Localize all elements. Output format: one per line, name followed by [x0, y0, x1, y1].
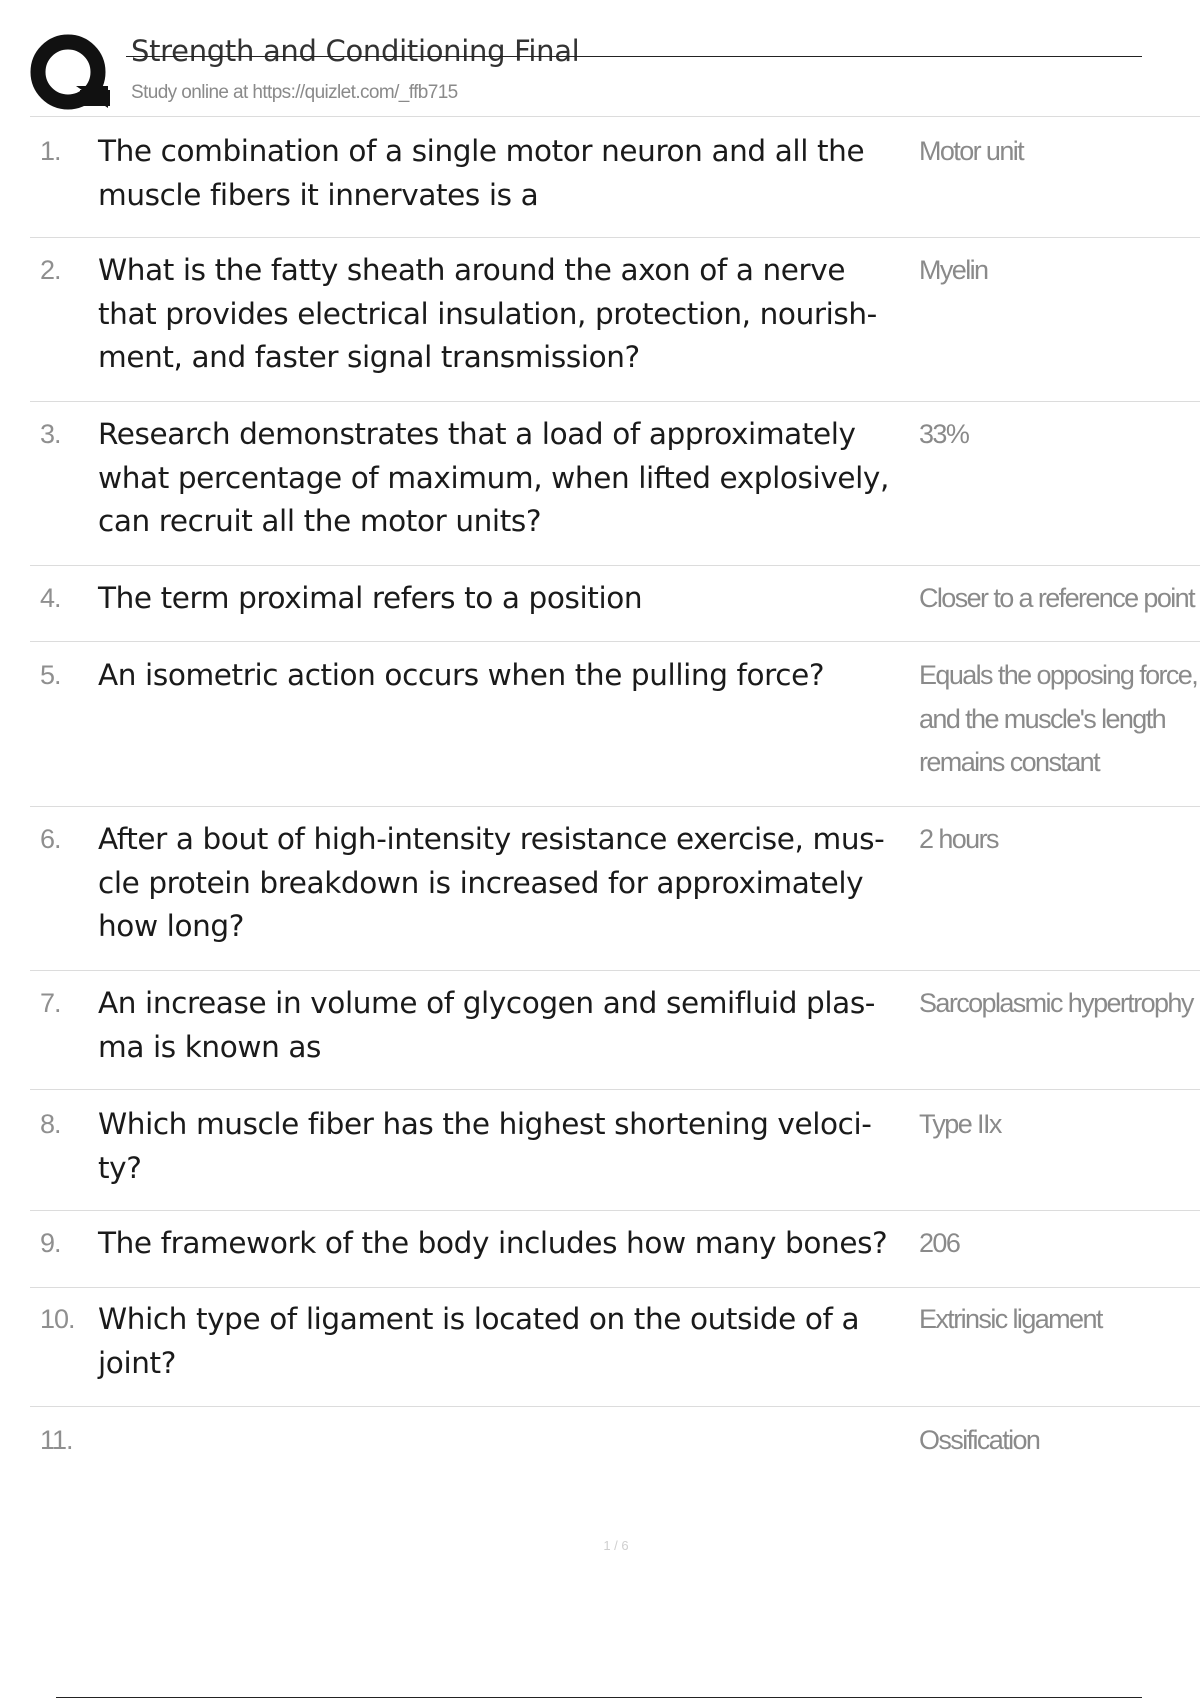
divider: [30, 565, 1200, 566]
card-term: An increase in volume of glycogen and semifluid plas- ma is known as: [98, 986, 876, 1064]
card-definition: Motor unit: [919, 136, 1024, 166]
study-online-link[interactable]: Study online at https://quizlet.com/_ffb715: [131, 82, 458, 103]
quizlet-q-logo-icon: [30, 30, 114, 114]
card-number: 1.: [40, 136, 61, 166]
card-definition: Equals the opposing force, and the muscle's length remains constant: [919, 660, 1198, 777]
divider: [30, 1287, 1200, 1288]
card-number: 10.: [40, 1304, 75, 1334]
card-definition: 2 hours: [919, 824, 998, 854]
card-term: An isometric action occurs when the pulling force?: [98, 658, 825, 692]
card-definition: Extrinsic ligament: [919, 1304, 1102, 1334]
card-number: 11.: [40, 1425, 73, 1455]
divider: [30, 1089, 1200, 1090]
divider: [30, 1210, 1200, 1211]
divider: [30, 806, 1200, 807]
divider: [30, 237, 1200, 238]
card-term: Which muscle fiber has the highest shortening veloci- ty?: [98, 1107, 872, 1185]
divider: [30, 116, 1200, 117]
card-term: Which type of ligament is located on the outside of a joint?: [98, 1302, 860, 1380]
card-definition: Sarcoplasmic hypertrophy: [919, 988, 1193, 1018]
card-term: After a bout of high-intensity resistance exercise, mus- cle protein breakdown is increased for approximately how long?: [98, 822, 885, 943]
card-term: The framework of the body includes how many bones?: [98, 1226, 888, 1260]
card-definition: 33%: [919, 419, 969, 449]
card-definition: 206: [919, 1228, 960, 1258]
card-term: What is the fatty sheath around the axon of a nerve that provides electrical insulation, protection, nourish- ment, and faster signal transmission?: [98, 253, 877, 374]
card-number: 3.: [40, 419, 61, 449]
card-term: Research demonstrates that a load of approximately what percentage of maximum, when lifted explosively, can recruit all the motor units?: [98, 417, 889, 538]
card-definition: Closer to a reference point: [919, 583, 1194, 613]
page-header: [0, 0, 1200, 118]
divider: [30, 641, 1200, 642]
page-number: 1 / 6: [603, 1538, 629, 1553]
card-definition: Ossification: [919, 1425, 1040, 1455]
card-number: 6.: [40, 824, 61, 854]
card-number: 7.: [40, 988, 61, 1018]
card-term: The term proximal refers to a position: [98, 581, 643, 615]
divider: [30, 970, 1200, 971]
card-number: 9.: [40, 1228, 61, 1258]
card-number: 8.: [40, 1109, 61, 1139]
card-term: The combination of a single motor neuron and all the muscle fibers it innervates is a: [98, 134, 865, 212]
title-rule: [126, 56, 1142, 57]
card-definition: Type IIx: [919, 1109, 1001, 1139]
card-number: 2.: [40, 255, 61, 285]
divider: [30, 401, 1200, 402]
divider: [30, 1406, 1200, 1407]
card-definition: Myelin: [919, 255, 988, 285]
document-title: Strength and Conditioning Final: [131, 34, 580, 68]
card-number: 4.: [40, 583, 61, 613]
footer-rule: [56, 1697, 1142, 1698]
card-number: 5.: [40, 660, 61, 690]
